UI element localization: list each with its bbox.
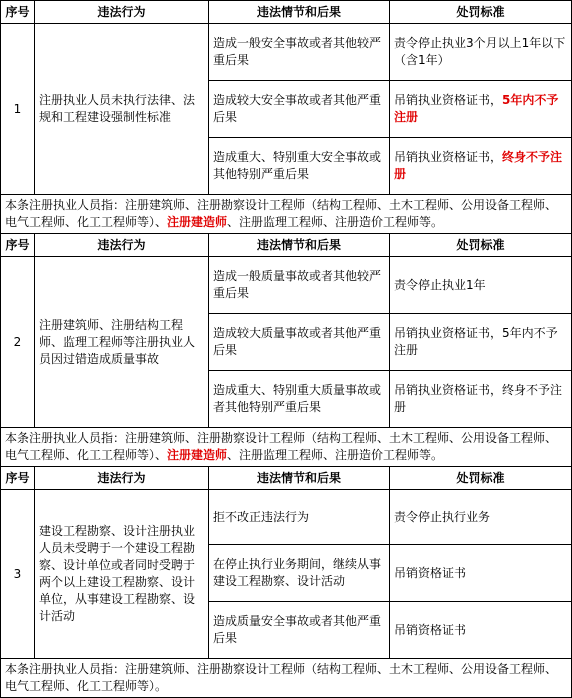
- header-act: 违法行为: [35, 467, 209, 490]
- penalty-text: 吊销资格证书: [394, 565, 467, 580]
- note-row: [1, 195, 572, 234]
- circumstance-cell: 造成一般安全事故或者其他较严重后果: [209, 24, 390, 81]
- circumstance-cell: 造成重大、特别重大安全事故或其他特别严重后果: [209, 138, 390, 195]
- circumstance-cell: 拒不改正违法行为: [209, 490, 390, 545]
- penalty-cell: [390, 24, 572, 81]
- seq-cell: 1: [1, 24, 35, 195]
- penalty-cell: [390, 314, 572, 371]
- circumstance-cell: 造成重大、特别重大质量事故或者其他特别严重后果: [209, 371, 390, 428]
- table-row: [1, 24, 572, 81]
- note-text: 本条注册执业人员指：注册建筑师、注册勘察设计工程师（结构工程师、土木工程师、公用设备工程师、电气工程师、化工工程师等）、: [5, 431, 558, 462]
- header-pen: 处罚标准: [390, 467, 572, 490]
- circumstance-cell: 造成质量安全事故或者其他严重后果: [209, 602, 390, 659]
- header-act: 违法行为: [35, 234, 209, 257]
- header-circ: 违法情节和后果: [209, 234, 390, 257]
- penalty-cell: [390, 81, 572, 138]
- header-circ: 违法情节和后果: [209, 1, 390, 24]
- header-seq: 序号: [1, 467, 35, 490]
- header-row: [1, 234, 572, 257]
- circumstance-cell: 造成一般质量事故或者其他较严重后果: [209, 257, 390, 314]
- penalty-cell: [390, 257, 572, 314]
- penalty-text: 责令停止执业1年: [394, 277, 486, 292]
- header-pen: 处罚标准: [390, 234, 572, 257]
- penalty-highlight: 终身不予注册: [394, 150, 563, 181]
- table-row: [1, 490, 572, 545]
- penalty-text: 吊销资格证书: [394, 622, 467, 637]
- violation-cell: 建设工程勘察、设计注册执业人员未受聘于一个建设工程勘察、设计单位或者同时受聘于两个以上建设工程勘察、设计单位，从事建设工程勘察、设计活动: [35, 490, 209, 659]
- penalty-text: 吊销执业资格证书，: [394, 150, 503, 164]
- note-highlight: 注册建造师: [167, 215, 228, 229]
- circumstance-cell: 在停止执行业务期间，继续从事建设工程勘察、设计活动: [209, 545, 390, 602]
- note-highlight: 注册建造师: [167, 448, 228, 462]
- note-text: 本条注册执业人员指：注册建筑师、注册勘察设计工程师（结构工程师、土木工程师、公用设备工程师、电气工程师、化工工程师等）、: [5, 198, 558, 229]
- penalty-cell: [390, 545, 572, 602]
- note-cell: [1, 195, 572, 234]
- note-cell: [1, 428, 572, 467]
- penalty-text: 吊销执业资格证书，终身不予注册: [394, 383, 563, 414]
- header-act: 违法行为: [35, 1, 209, 24]
- penalty-cell: [390, 138, 572, 195]
- penalty-text: 责令停止执业3个月以上1年以下（含1年）: [394, 36, 566, 67]
- penalty-cell: [390, 371, 572, 428]
- header-seq: 序号: [1, 234, 35, 257]
- seq-cell: 2: [1, 257, 35, 428]
- penalty-text: 吊销执业资格证书，5年内不予注册: [394, 326, 558, 357]
- note-row: [1, 428, 572, 467]
- circumstance-cell: 造成较大安全事故或者其他严重后果: [209, 81, 390, 138]
- note-cell: [1, 659, 572, 698]
- header-seq: 序号: [1, 1, 35, 24]
- table-row: [1, 257, 572, 314]
- header-pen: 处罚标准: [390, 1, 572, 24]
- circumstance-cell: 造成较大质量事故或者其他严重后果: [209, 314, 390, 371]
- note-row: [1, 659, 572, 698]
- violation-cell: 注册执业人员未执行法律、法规和工程建设强制性标准: [35, 24, 209, 195]
- penalty-text: 责令停止执行业务: [394, 509, 491, 524]
- header-row: [1, 467, 572, 490]
- note-text: 本条注册执业人员指：注册建筑师、注册勘察设计工程师（结构工程师、土木工程师、公用设备工程师、电气工程师、化工工程师等）。: [5, 662, 558, 693]
- penalty-highlight: 5年内不予注册: [394, 93, 559, 124]
- seq-cell: 3: [1, 490, 35, 659]
- note-text: 、注册监理工程师、注册造价工程师等。: [227, 215, 444, 229]
- penalty-cell: [390, 490, 572, 545]
- penalty-text: 吊销执业资格证书，: [394, 93, 503, 107]
- header-circ: 违法情节和后果: [209, 467, 390, 490]
- note-text: 、注册监理工程师、注册造价工程师等。: [227, 448, 444, 462]
- header-row: [1, 1, 572, 24]
- violation-cell: 注册建筑师、注册结构工程师、监理工程师等注册执业人员因过错造成质量事故: [35, 257, 209, 428]
- penalty-cell: [390, 602, 572, 659]
